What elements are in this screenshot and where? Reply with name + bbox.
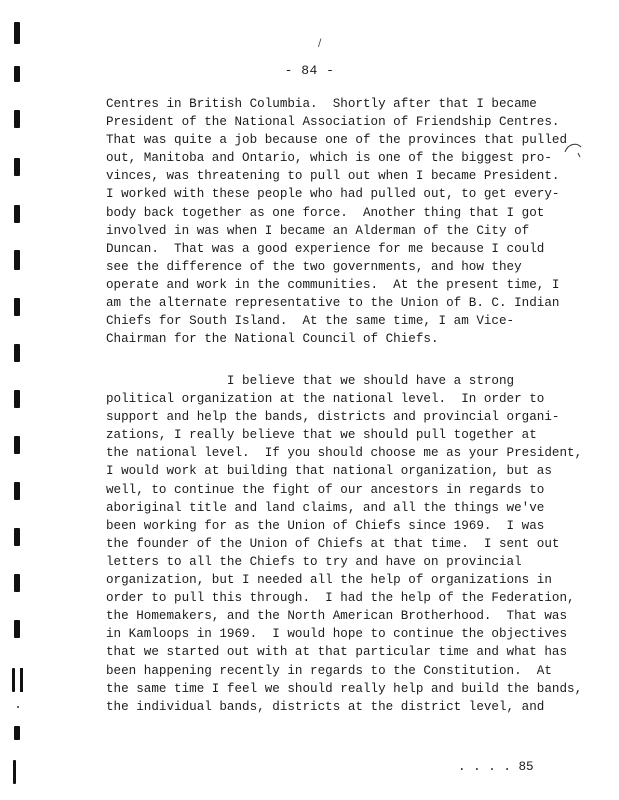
text-line: involved in was when I became an Alderman of the City of (106, 223, 530, 238)
text-line: body back together as one force. Another thing that I got (106, 205, 545, 220)
text-line: been working for as the Union of Chiefs since 1969. I was (106, 518, 545, 533)
binder-mark (14, 390, 20, 408)
text-line: the individual bands, districts at the district level, and (106, 699, 545, 714)
paragraph-2 (106, 372, 583, 716)
binder-mark (14, 205, 20, 223)
binder-mark (14, 436, 20, 454)
binder-mark (14, 482, 20, 500)
text-line: I believe that we should have a strong (106, 374, 515, 388)
text-line: vinces, was threatening to pull out when I became President. (106, 169, 560, 184)
text-line: President of the National Association of Friendship Centres. (106, 115, 560, 130)
binder-mark (14, 158, 20, 176)
text-line: see the difference of the two governments, and how they (106, 259, 522, 274)
text-line: support and help the bands, districts and provincial organi- (106, 410, 560, 425)
text-line: that we started out with at that particular time and what has (106, 645, 568, 660)
text-line: operate and work in the communities. At the present time, I (106, 277, 560, 292)
page-number: - 84 - (284, 63, 335, 78)
paragraph-1 (106, 95, 566, 348)
speck (17, 706, 19, 708)
text-line: well, to continue the fight of our ancestors in regards to (106, 482, 545, 497)
text-line: aboriginal title and land claims, and all the things we've (106, 500, 545, 515)
text-line: I would work at building that national organization, but as (106, 464, 552, 479)
text-line: zations, I really believe that we should pull together at (106, 428, 537, 443)
text-line: I worked with these people who had pulled out, to get every- (106, 187, 560, 202)
binder-mark (14, 726, 20, 740)
binder-mark (12, 668, 15, 692)
text-line: Chairman for the National Council of Chiefs. (106, 332, 439, 347)
text-line: the national level. If you should choose me as your President, (106, 446, 583, 461)
text-line: order to pull this through. I had the help of the Federation, (106, 591, 575, 606)
stray-pen-mark: / (318, 38, 322, 49)
binder-mark (14, 528, 20, 546)
text-line: out, Manitoba and Ontario, which is one of the biggest pro- (106, 151, 552, 166)
binder-mark (14, 110, 20, 128)
text-line: letters to all the Chiefs to try and have on provincial (106, 554, 522, 569)
text-line: the founder of the Union of Chiefs at that time. I sent out (106, 536, 560, 551)
text-line: the Homemakers, and the North American Brotherhood. That was (106, 609, 568, 624)
binder-mark (14, 250, 20, 270)
continuation-footer: . . . . 85 (458, 760, 534, 774)
binder-mark (13, 760, 16, 784)
text-line: Duncan. That was a good experience for me because I could (106, 241, 545, 256)
text-line: in Kamloops in 1969. I would hope to continue the objectives (106, 627, 568, 642)
text-line: Centres in British Columbia. Shortly after that I became (106, 97, 537, 111)
binder-mark (14, 22, 20, 44)
binder-hole-marks (0, 0, 30, 800)
text-line: the same time I feel we should really help and build the bands, (106, 681, 583, 696)
text-line: been happening recently in regards to the Constitution. At (106, 663, 552, 678)
binder-mark (14, 298, 20, 316)
text-line: organization, but I needed all the help of organizations in (106, 573, 552, 588)
binder-mark (14, 574, 20, 592)
text-line: political organization at the national level. In order to (106, 392, 545, 407)
text-line: am the alternate representative to the Union of B. C. Indian (106, 296, 560, 311)
binder-mark (14, 344, 20, 362)
text-line: Chiefs for South Island. At the same time, I am Vice- (106, 314, 515, 329)
text-line: That was quite a job because one of the provinces that pulled (106, 133, 568, 148)
binder-mark (14, 620, 20, 638)
